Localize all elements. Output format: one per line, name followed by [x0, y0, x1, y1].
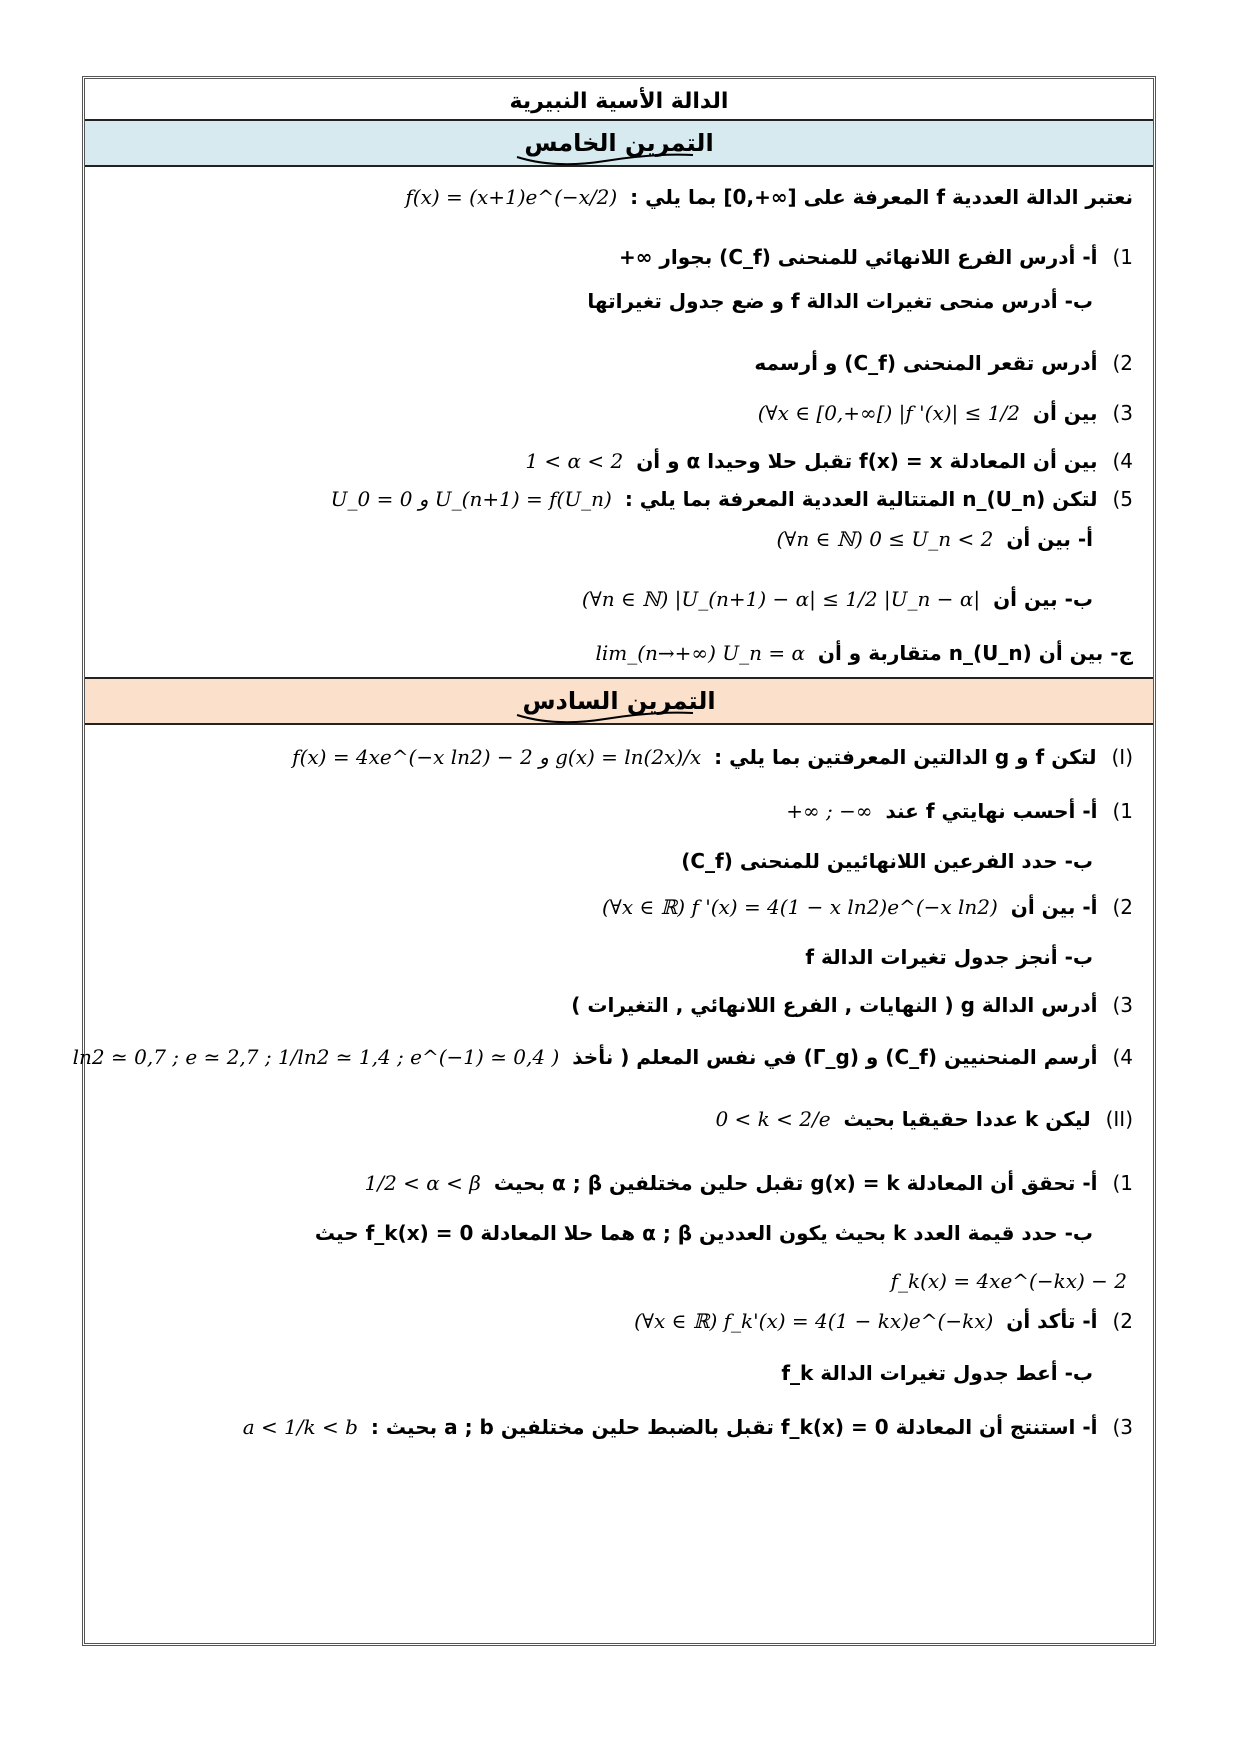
ex5-intro	[399, 185, 1133, 209]
ex5-q2-text: أدرس تقعر المنحنى (C_f) و أرسمه	[754, 351, 1098, 375]
ex5-q5a	[770, 527, 1093, 551]
ex6-q4-number: 4)	[1112, 1045, 1133, 1069]
ex6-ii-q3a	[237, 1415, 1133, 1439]
ex6-q4-formula: ln2 ≃ 0,7 ; e ≃ 2,7 ; 1/ln2 ≃ 1,4 ; e^(−1) ≃ 0,4 )	[72, 1045, 560, 1069]
ex6-q3	[571, 993, 1133, 1017]
ex5-q5-number: 5)	[1112, 487, 1133, 511]
ex6-ii-q1b-text: ب- حدد قيمة العدد k بحيث يكون العددين α ; β هما حلا المعادلة f_k(x) = 0 حيث	[314, 1221, 1093, 1245]
page-frame	[72, 76, 1156, 1646]
exercise6-title: التمرين السادس	[522, 687, 716, 715]
ex5-q4-text: بين أن المعادلة f(x) = x تقبل حلا وحيدا α و أن	[636, 449, 1098, 473]
underline-swoosh-icon	[515, 709, 695, 725]
ex5-q1-number: 1)	[1112, 245, 1133, 269]
exercise5-header	[85, 119, 1153, 167]
ex6-q1b-text: ب- حدد الفرعين اللانهائيين للمنحنى (C_f)	[681, 849, 1093, 873]
ex6-q3-number: 3)	[1112, 993, 1133, 1017]
ex5-q2-number: 2)	[1112, 351, 1133, 375]
ex6-ii-q1a-text: أ- تحقق أن المعادلة g(x) = k تقبل حلين مختلفين α ; β بحيث	[493, 1171, 1098, 1195]
ex5-q5c-text: ج- بين أن (U_n)_n متقاربة و أن	[817, 641, 1133, 665]
ex5-q2	[754, 351, 1133, 375]
ex6-ii-q1a-formula: 1/2 < α < β	[364, 1171, 481, 1195]
ex5-q5b	[576, 587, 1093, 611]
ex5-q3-text: بين أن	[1032, 401, 1098, 425]
ex6-part1	[286, 745, 1133, 769]
ex5-q3	[752, 401, 1133, 425]
ex5-q4-number: 4)	[1112, 449, 1133, 473]
ex5-q1b-text: ب- أدرس منحى تغيرات الدالة f و ضع جدول تغيراتها	[587, 289, 1093, 313]
exercise5-title: التمرين الخامس	[524, 129, 714, 157]
ex6-ii-q1b-formula: f_k(x) = 4xe^(−kx) − 2	[890, 1269, 1127, 1293]
ex6-q2-number: 2)	[1112, 895, 1133, 919]
ex5-q5c-formula: lim_(n→+∞) U_n = α	[595, 641, 805, 665]
ex6-part2	[709, 1107, 1133, 1131]
exercise6-header	[85, 677, 1153, 725]
document-title: الدالة الأسية النبيرية	[509, 89, 729, 114]
ex6-ii-q2-number: 2)	[1112, 1309, 1133, 1333]
ex6-ii-q1a	[359, 1171, 1133, 1195]
ex6-ii-q2b	[781, 1361, 1093, 1385]
ex6-q1b	[681, 849, 1093, 873]
ex6-part1-label: (I)	[1111, 745, 1133, 769]
ex6-part2-text: ليكن k عددا حقيقيا بحيث	[843, 1107, 1091, 1131]
ex6-ii-q3a-text: أ- استنتج أن المعادلة f_k(x) = 0 تقبل بالضبط حلين مختلفين a ; b بحيث :	[370, 1415, 1098, 1439]
ex6-ii-q3a-formula: a < 1/k < b	[242, 1415, 358, 1439]
ex6-q2a	[596, 895, 1133, 919]
ex5-q5c	[589, 641, 1133, 665]
underline-swoosh-icon	[515, 151, 695, 167]
ex6-ii-q1b-def	[885, 1269, 1133, 1293]
ex6-q3-text: أدرس الدالة g ( النهايات , الفرع اللانهائي , التغيرات )	[571, 993, 1098, 1017]
ex6-ii-q3-number: 3)	[1112, 1415, 1133, 1439]
ex5-q1b	[587, 289, 1093, 313]
ex5-q5a-formula: (∀n ∈ ℕ) 0 ≤ U_n < 2	[776, 527, 994, 551]
ex6-q4-text: أرسم المنحنيين (C_f) و (Γ_g) في نفس المعلم ( نأخذ	[572, 1045, 1098, 1069]
ex5-q5b-text: ب- بين أن	[993, 587, 1093, 611]
ex5-q4	[519, 449, 1133, 473]
ex6-q2a-text: أ- بين أن	[1010, 895, 1098, 919]
ex5-q1a	[619, 245, 1133, 269]
ex5-q5-formula: U_0 = 0 و U_(n+1) = f(U_n)	[330, 487, 612, 511]
ex6-q1-number: 1)	[1112, 799, 1133, 823]
ex5-q5-text: لتكن (U_n)_n المتتالية العددية المعرفة بما يلي :	[624, 487, 1098, 511]
ex5-intro-text: نعتبر الدالة العددية f المعرفة على [∞+,0] بما يلي :	[630, 185, 1133, 209]
ex6-part1-text: لتكن f و g الدالتين المعرفتين بما يلي :	[714, 745, 1097, 769]
ex5-q5	[325, 487, 1133, 511]
ex5-q1a-text: أ- أدرس الفرع اللانهائي للمنحنى (C_f) بجوار ∞+	[618, 245, 1098, 269]
ex5-intro-formula: f(x) = (x+1)e^(−x/2)	[405, 185, 618, 209]
ex5-q5b-formula: (∀n ∈ ℕ) |U_(n+1) − α| ≤ 1/2 |U_n − α|	[581, 587, 981, 611]
ex6-part2-label: (II)	[1105, 1107, 1133, 1131]
ex6-part1-formula: f(x) = 4xe^(−x ln2) − 2 و g(x) = ln(2x)/x	[292, 745, 702, 769]
ex6-ii-q1-number: 1)	[1112, 1171, 1133, 1195]
ex5-q3-number: 3)	[1112, 401, 1133, 425]
ex6-q4	[67, 1045, 1133, 1069]
ex6-q1a	[780, 799, 1133, 823]
ex6-ii-q2a	[628, 1309, 1133, 1333]
ex6-q1a-text: أ- أحسب نهايتي f عند	[885, 799, 1098, 823]
ex5-q5a-text: أ- بين أن	[1006, 527, 1093, 551]
ex6-ii-q1b	[315, 1221, 1093, 1245]
ex5-q3-formula: (∀x ∈ [0,+∞[) |f '(x)| ≤ 1/2	[757, 401, 1020, 425]
ex6-q2b-text: ب- أنجز جدول تغيرات الدالة f	[805, 945, 1093, 969]
ex6-ii-q2b-text: ب- أعط جدول تغيرات الدالة f_k	[781, 1361, 1093, 1385]
ex6-q2b	[805, 945, 1093, 969]
ex6-q1a-formula: +∞ ; −∞	[786, 799, 873, 823]
ex6-q2a-formula: (∀x ∈ ℝ) f '(x) = 4(1 − x ln2)e^(−x ln2)	[601, 895, 998, 919]
ex6-ii-q2a-formula: (∀x ∈ ℝ) f_k'(x) = 4(1 − kx)e^(−kx)	[634, 1309, 994, 1333]
ex6-part2-formula: 0 < k < 2/e	[715, 1107, 831, 1131]
ex6-ii-q2a-text: أ- تأكد أن	[1006, 1309, 1098, 1333]
ex5-q4-formula: 1 < α < 2	[525, 449, 624, 473]
